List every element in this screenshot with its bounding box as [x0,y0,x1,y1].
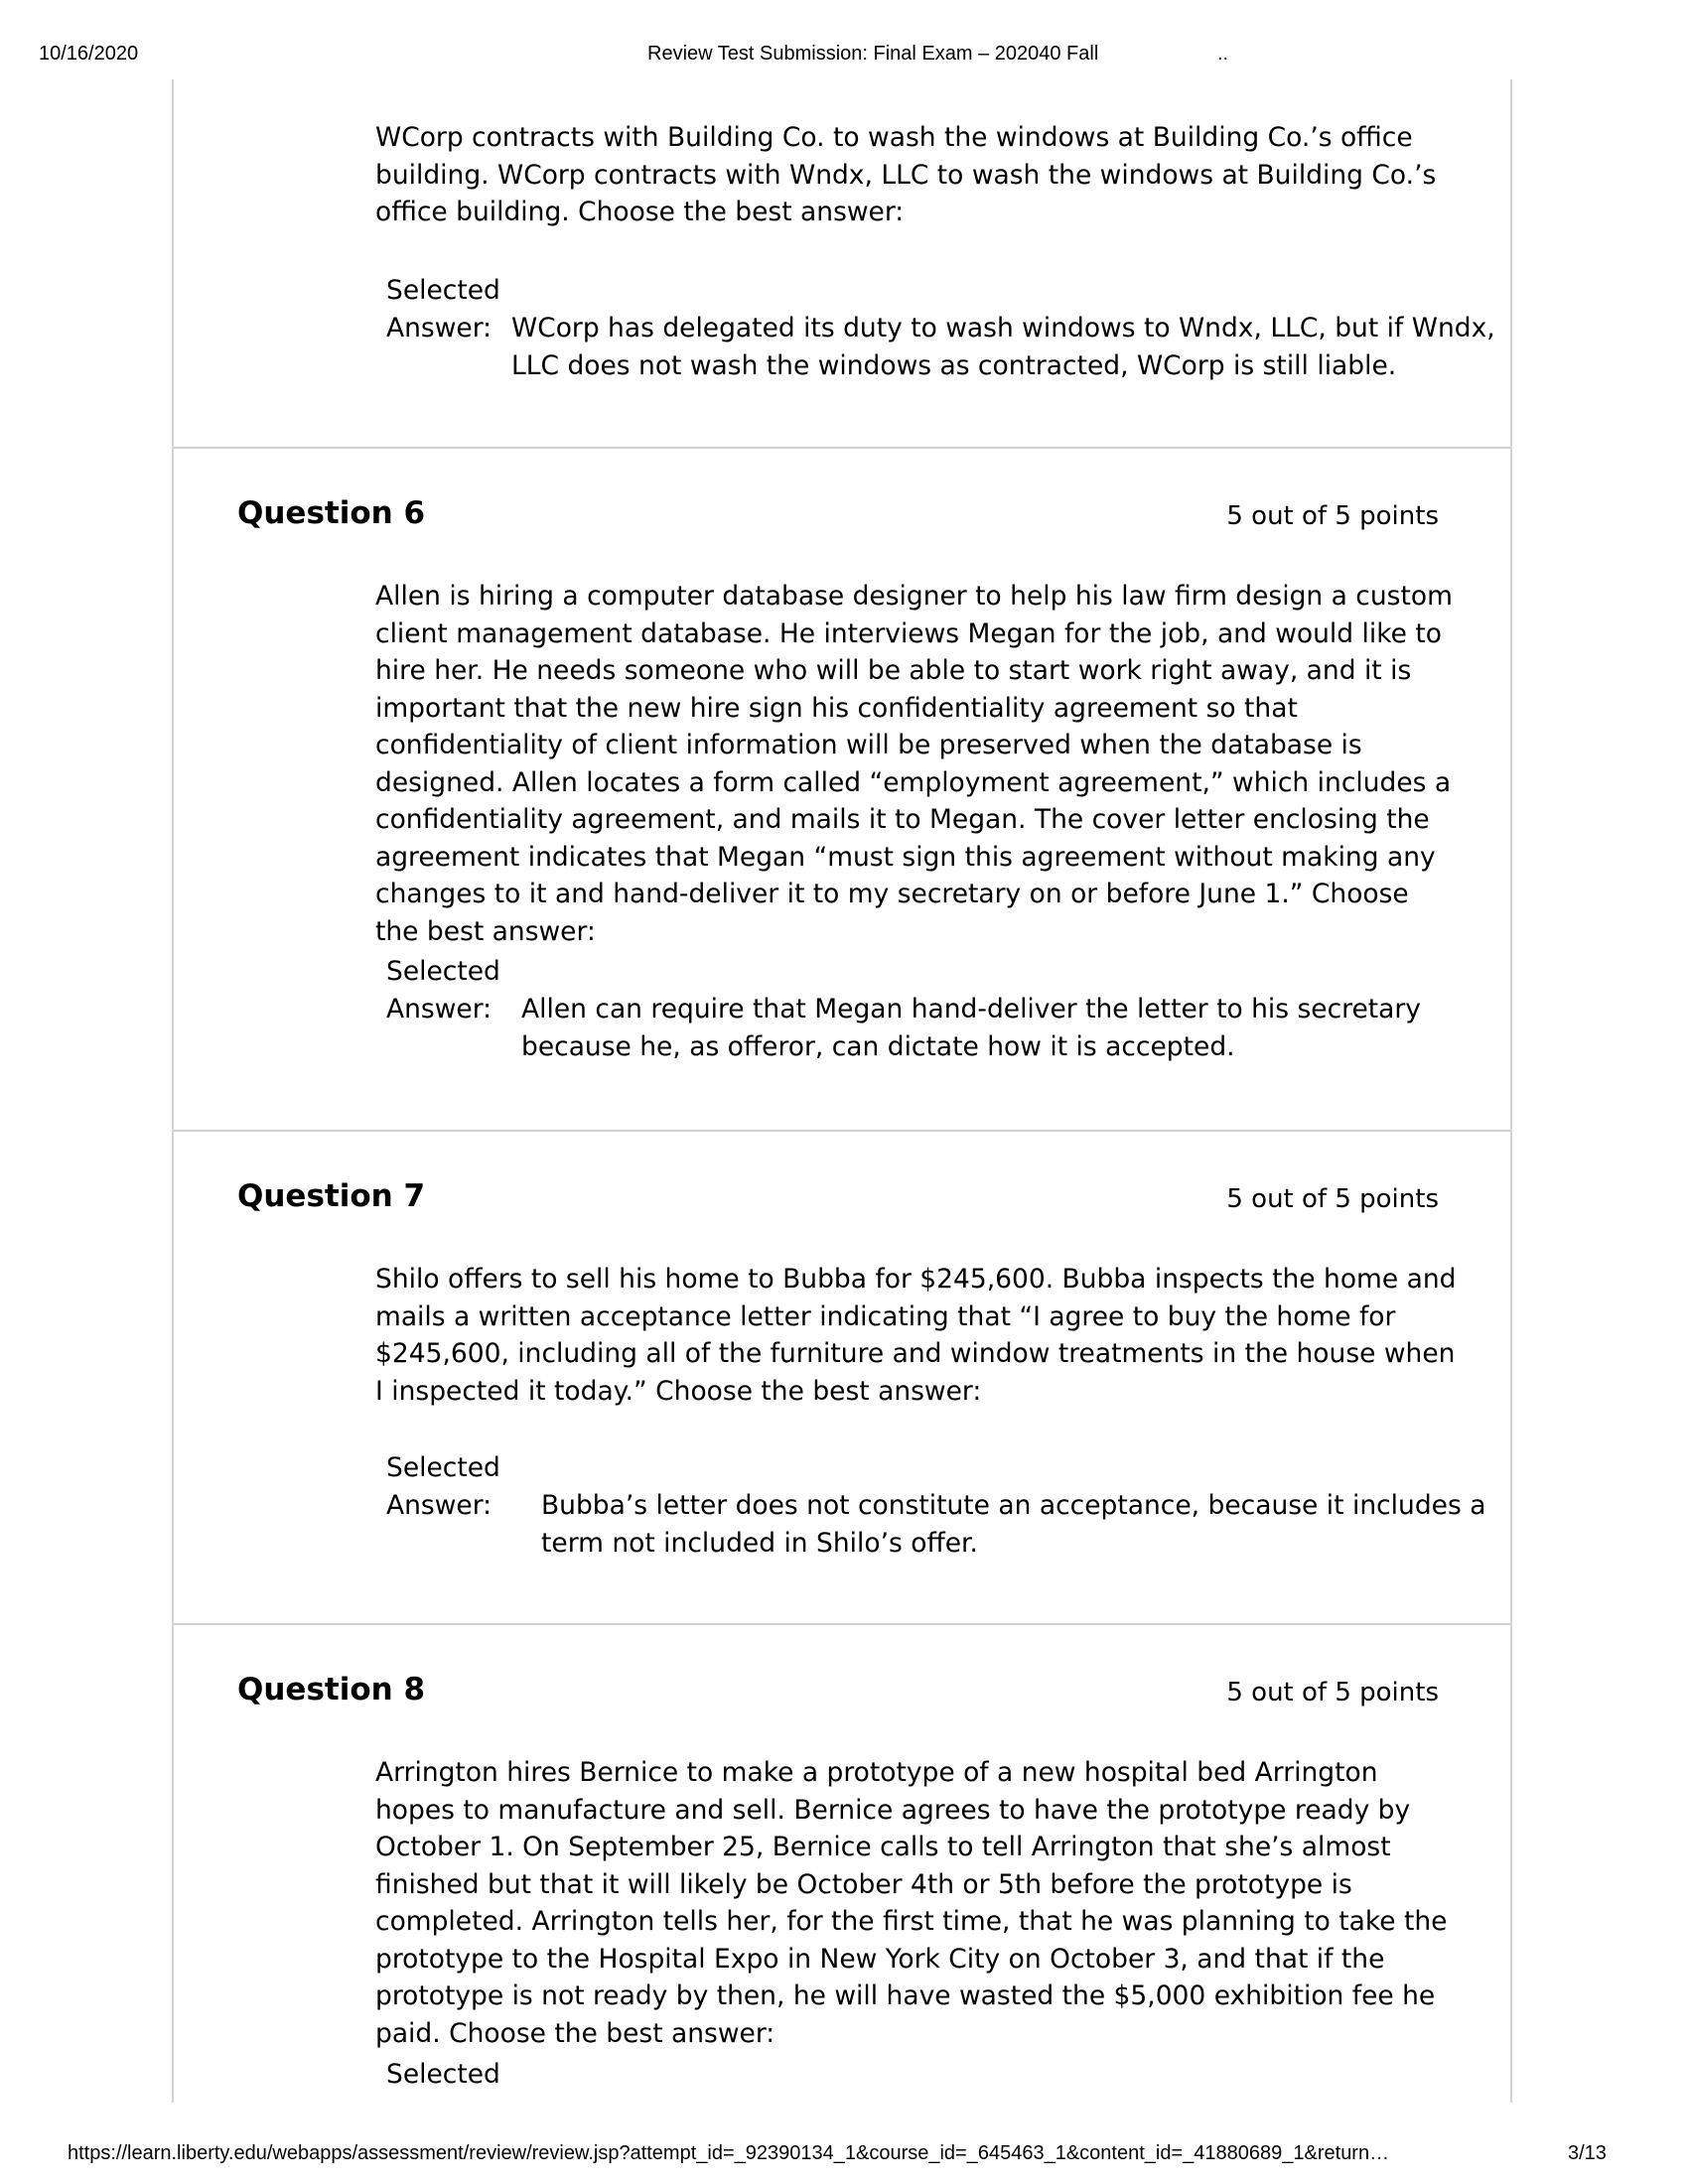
selected-label-line2: Answer: [386,993,492,1024]
selected-answer-label [386,953,500,1027]
selected-answer-label [386,2056,500,2094]
question-6-selected-answer: Allen can require that Megan hand-deliver the letter to his secretary because he, as offeror, can dictate how it is accepted. [521,994,1421,1062]
print-page-number: 3/13 [1568,2142,1607,2164]
question-5-text: WCorp contracts with Building Co. to wash the windows at Building Co.’s office building. WCorp contracts with Wndx, LLC to wash the windows at Building Co.’s office building. Choose the best answer: [375,122,1437,227]
question-8-text: Arrington hires Bernice to make a prototype of a new hospital bed Arrington hopes to manufacture and sell. Bernice agrees to have the prototype ready by October 1. On September 25, Bernice calls to tell Arrington that she’s almost finished but that it will likely be October 4th or 5th before the prototype is completed. Arrington tells her, for the first time, that he was planning to take the prototype to the Hospital Expo in New York City on October 3, and that if the prototype is not ready by then, he will have wasted the $5,000 exhibition fee he paid. Choose the best answer: [375,1757,1448,2049]
question-6-text: Allen is hiring a computer database designer to help his law firm design a custom client management database. He interviews Megan for the job, and would like to hire her. He needs someone who will be able to start work right away, and it is important that the new hire sign his confidentiality agreement so that confidentiality of client information will be preserved when the database is designed. Allen locates a form called “employment agreement,” which includes a confidentiality agreement, and mails it to Megan. The cover letter enclosing the agreement indicates that Megan “must sign this agreement without making any changes to it and hand-deliver it to my secretary on or before June 1.” Choose the best answer: [375,581,1453,947]
selected-label-line1: Selected [386,1452,500,1483]
selected-answer-label [386,1449,500,1524]
question-7-points: 5 out of 5 points [1226,1184,1439,1214]
selected-answer-label [386,272,500,346]
print-page-title: Review Test Submission: Final Exam – 202040 Fall [647,43,1099,65]
question-divider [174,1623,1510,1625]
question-8-title: Question 8 [237,1672,426,1707]
selected-label-line1: Selected [386,2059,500,2090]
print-title-trail: .. [1217,43,1229,65]
question-6-points: 5 out of 5 points [1226,501,1439,531]
question-divider [174,1130,1510,1132]
selected-label-line1: Selected [386,275,500,306]
selected-label-line2: Answer: [386,1489,492,1521]
print-url: https://learn.liberty.edu/webapps/assessment/review/review.jsp?attempt_id=_92390134_1&course_id=_645463_1&content_id=_41880689_1&return… [68,2142,1390,2164]
review-content [172,79,1512,2103]
print-date: 10/16/2020 [39,43,139,65]
question-5-selected-answer: WCorp has delegated its duty to wash windows to Wndx, LLC, but if Wndx, LLC does not wash the windows as contracted, WCorp is still liable. [511,313,1495,381]
print-header [0,43,1688,72]
question-divider [174,447,1510,449]
selected-label-line2: Answer: [386,312,492,343]
question-8-points: 5 out of 5 points [1226,1678,1439,1707]
question-7-selected-answer: Bubba’s letter does not constitute an acceptance, because it includes a term not included in Shilo’s offer. [541,1490,1486,1559]
selected-label-line1: Selected [386,956,500,987]
question-7-title: Question 7 [237,1178,426,1214]
question-6-title: Question 6 [237,495,426,531]
question-7-text: Shilo offers to sell his home to Bubba for $245,600. Bubba inspects the home and mails a written acceptance letter indicating that “I agree to buy the home for $245,600, including all of the furniture and window treatments in the house when I inspected it today.” Choose the best answer: [375,1264,1457,1407]
print-footer [0,2142,1688,2172]
